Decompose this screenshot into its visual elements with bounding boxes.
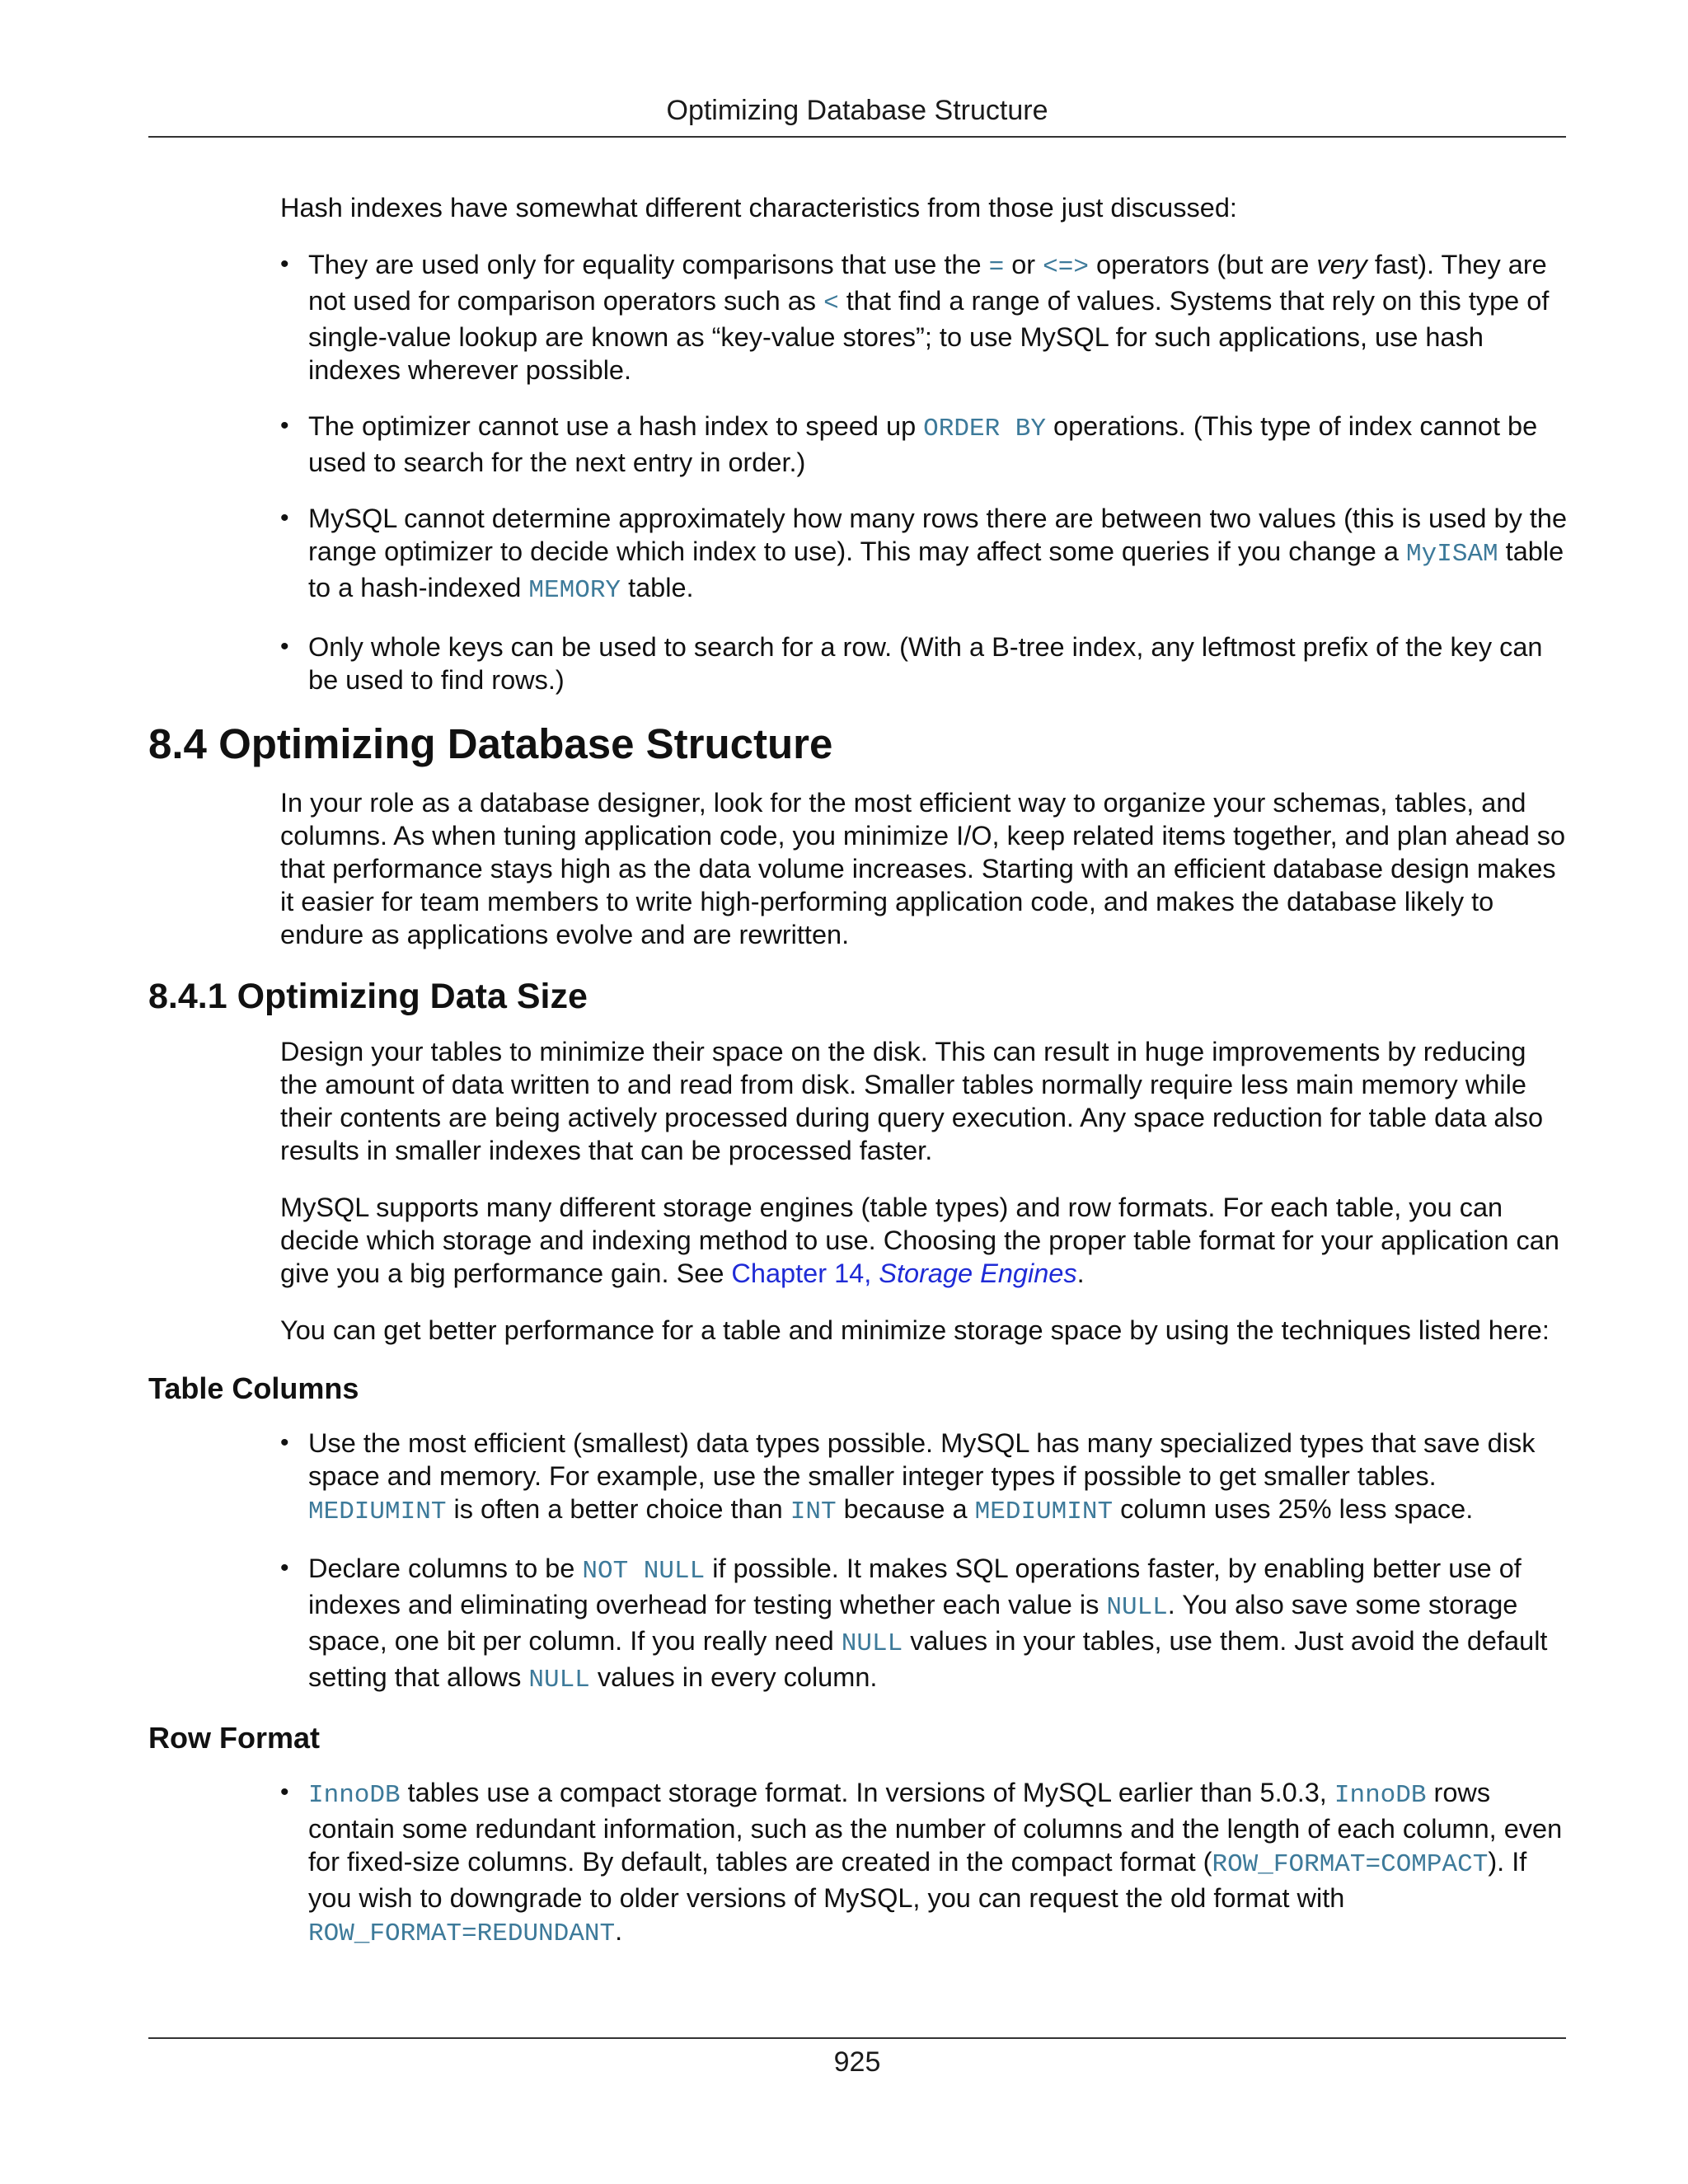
- text-run: column uses 25% less space.: [1113, 1494, 1474, 1524]
- text-run: values in every column.: [589, 1662, 878, 1692]
- inline-code: =: [988, 253, 1005, 282]
- text-run: if possible. It makes SQL operations faster, by enabling better use of indexes and eliminating overhead for testing whether each value is: [308, 1554, 1522, 1619]
- data-size-paragraph-1: Design your tables to minimize their space on the disk. This can result in huge improvements by reducing the amount of data written to and read from disk. Smaller tables normally require less main memory while their contents are being actively processed during query execution. Any space reduction for table data also results in smaller indexes that can be processed faster.: [280, 1037, 1544, 1165]
- table-columns-bullet-list: [280, 1427, 1570, 1697]
- running-header: Optimizing Database Structure: [666, 95, 1048, 126]
- inline-code: InnoDB: [308, 1781, 401, 1810]
- list-item: [280, 502, 1570, 607]
- data-size-paragraph-2: [280, 1191, 1566, 1290]
- link-emphasis: Storage Engines: [879, 1258, 1077, 1288]
- inline-code: NULL: [841, 1629, 903, 1658]
- inline-code: <: [823, 289, 839, 318]
- text-run: tables use a compact storage format. In versions of MySQL earlier than 5.0.3,: [400, 1778, 1334, 1807]
- inline-code: NOT NULL: [582, 1557, 706, 1586]
- text-run: is often a better choice than: [446, 1494, 790, 1524]
- intro-paragraph: Hash indexes have somewhat different characteristics from those just discussed:: [280, 193, 1237, 223]
- section-heading-8-4: 8.4 Optimizing Database Structure: [148, 720, 833, 767]
- text-run: MySQL supports many different storage engines (table types) and row formats. For each table, you can decide which storage and indexing method to use. Choosing the proper table format for your application can give you a big performance gain. See: [280, 1193, 1559, 1288]
- text-run: operators (but are: [1088, 250, 1317, 279]
- link-text: Chapter 14,: [731, 1258, 879, 1288]
- list-item: [280, 410, 1570, 479]
- inline-code: INT: [790, 1497, 837, 1526]
- text-run: . You also save some storage space, one bit per column. If you really need: [308, 1590, 1518, 1656]
- section-heading-8-4-1: 8.4.1 Optimizing Data Size: [148, 977, 588, 1016]
- text-run: or: [1004, 250, 1043, 279]
- text-run: values in your tables, use them. Just avoid the default setting that allows: [308, 1626, 1548, 1692]
- list-item: [280, 630, 1570, 696]
- text-run: that find a range of values. Systems that rely on this type of single-value lookup are known as “key-value stores”; to use MySQL for such applications, use hash indexes wherever possible.: [308, 286, 1550, 385]
- inline-code: MyISAM: [1406, 540, 1498, 569]
- storage-engines-link[interactable]: [731, 1258, 1076, 1288]
- text-run: They are used only for equality comparisons that use the: [308, 250, 989, 279]
- list-item: [280, 1427, 1570, 1529]
- data-size-paragraph-3: You can get better performance for a table and minimize storage space by using the techniques listed here:: [280, 1315, 1550, 1345]
- text-run: ). If you wish to downgrade to older versions of MySQL, you can request the old format with: [308, 1847, 1527, 1913]
- list-item: [280, 1552, 1570, 1697]
- page-number: 925: [833, 2046, 881, 2078]
- text-run: operations. (This type of index cannot be used to search for the next entry in order.): [308, 411, 1538, 477]
- list-item: [280, 248, 1570, 387]
- row-format-heading: Row Format: [148, 1721, 321, 1755]
- text-run: MySQL cannot determine approximately how many rows there are between two values (this is used by the range optimizer to decide which index to use). This may affect some queries if you change a: [308, 504, 1568, 566]
- page-content: [148, 191, 1566, 1974]
- hash-index-bullet-list: [280, 248, 1570, 696]
- inline-code: MEDIUMINT: [308, 1497, 447, 1526]
- header-rule: [148, 136, 1566, 138]
- text-run: because a: [836, 1494, 975, 1524]
- text-run: Only whole keys can be used to search for a row. (With a B-tree index, any leftmost prefix of the key can be used to find rows.): [308, 632, 1543, 695]
- footer-rule: [148, 2037, 1566, 2039]
- text-run: .: [1076, 1258, 1085, 1288]
- text-run: .: [615, 1916, 623, 1946]
- emphasis: very: [1316, 250, 1367, 279]
- text-run: table to a hash-indexed: [308, 537, 1564, 602]
- list-item: [280, 1776, 1570, 1951]
- section-8-4-paragraph: In your role as a database designer, look for the most efficient way to organize your schemas, tables, and columns. As when tuning application code, you minimize I/O, keep related items together, and plan ahead so that performance stays high as the data volume increases. Starting with an efficient database design makes it easier for team members to write high-performing application code, and makes the database likely to endure as applications evolve and are rewritten.: [280, 788, 1566, 949]
- table-columns-heading: Table Columns: [148, 1371, 359, 1405]
- text-run: table.: [621, 573, 694, 602]
- text-run: Declare columns to be: [308, 1554, 583, 1583]
- text-run: fast). They are not used for comparison operators such as: [308, 250, 1547, 316]
- inline-code: <=>: [1043, 253, 1089, 282]
- inline-code: MEMORY: [528, 576, 621, 605]
- text-run: Use the most efficient (smallest) data types possible. MySQL has many specialized types that save disk space and memory. For example, use the smaller integer types if possible to get smaller tables.: [308, 1428, 1536, 1491]
- inline-code: InnoDB: [1334, 1781, 1427, 1810]
- inline-code: MEDIUMINT: [974, 1497, 1114, 1526]
- inline-code: NULL: [528, 1666, 590, 1694]
- row-format-bullet-list: [280, 1776, 1570, 1951]
- inline-code: NULL: [1106, 1593, 1168, 1622]
- text-run: rows contain some redundant information, such as the number of columns and the length of each column, even for fixed-size columns. By default, tables are created in the compact format (: [308, 1778, 1563, 1877]
- text-run: The optimizer cannot use a hash index to speed up: [308, 411, 924, 441]
- inline-code: ROW_FORMAT=COMPACT: [1212, 1850, 1489, 1879]
- inline-code: ROW_FORMAT=REDUNDANT: [308, 1919, 616, 1948]
- inline-code: ORDER BY: [923, 415, 1046, 443]
